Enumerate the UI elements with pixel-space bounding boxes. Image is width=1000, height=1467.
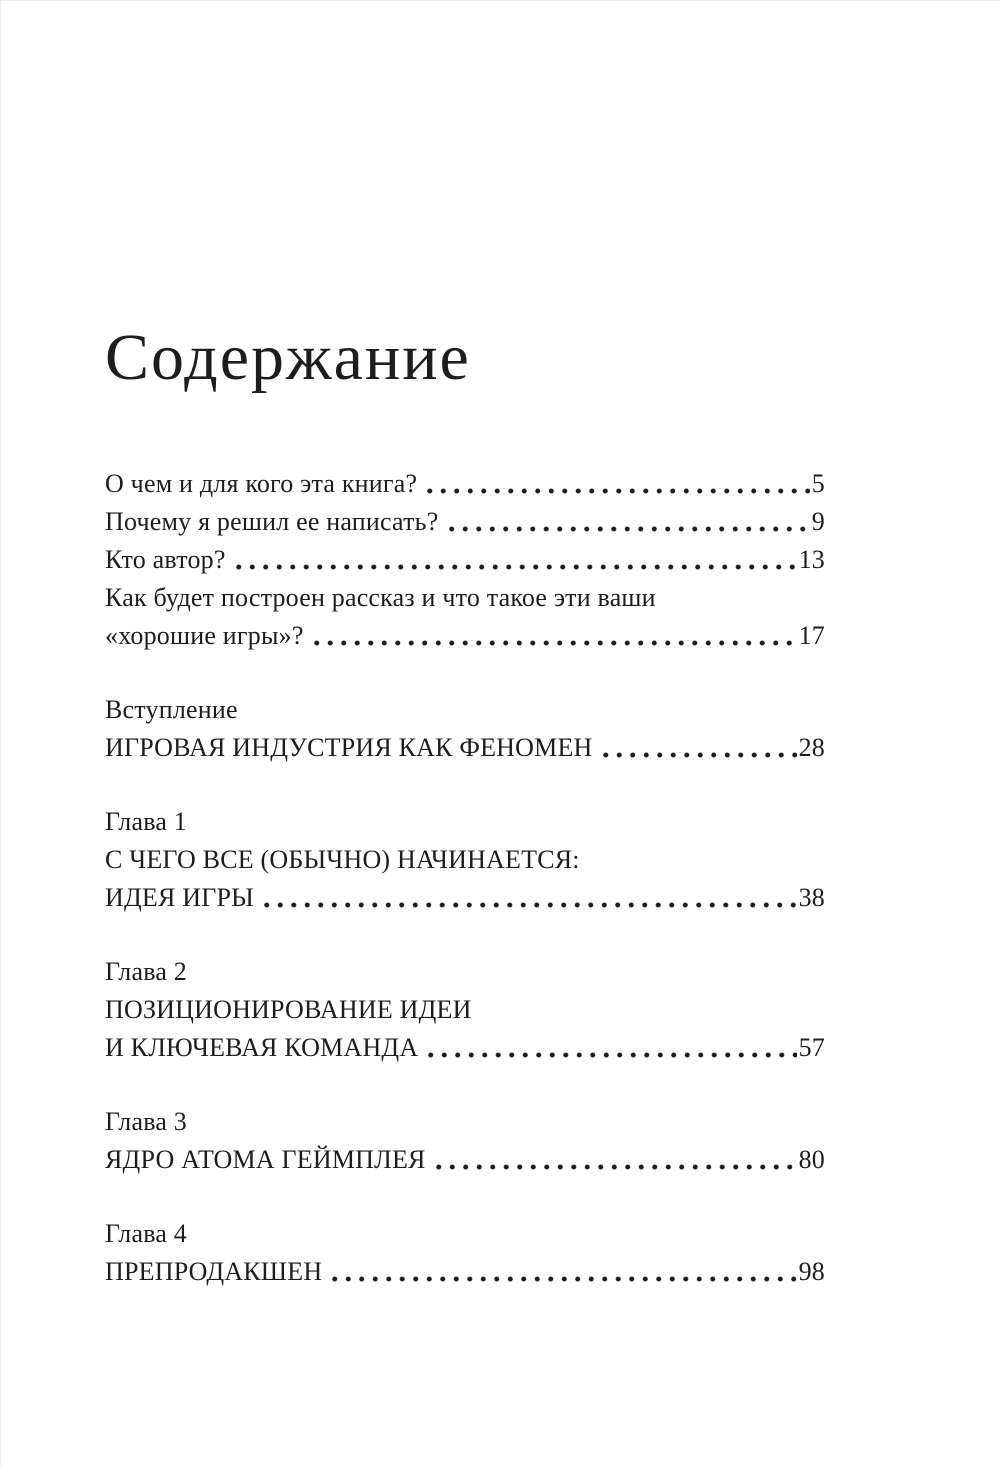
table-of-contents [105,465,825,1291]
toc-line [105,465,825,503]
toc-entry [105,579,825,655]
toc-page-number: 13 [798,544,825,574]
dot-leader [432,1141,797,1179]
toc-entry-line: Как будет построен рассказ и что такое эти ваши [105,582,656,612]
toc-line [105,879,825,917]
dot-leader [260,879,797,917]
toc-entry [105,1215,825,1291]
toc-entry-label: Глава 2 [105,956,187,986]
toc-page-number: 9 [811,506,825,536]
dot-leader [424,1029,796,1067]
toc-line [105,617,825,655]
toc-entry [105,541,825,579]
toc-line [105,1253,825,1291]
toc-entry-title: И КЛЮЧЕВАЯ КОМАНДА [105,1032,419,1062]
toc-entry-label: Глава 4 [105,1218,187,1248]
page-title: Содержание [105,321,471,394]
toc-entry-title: «хорошие игры»? [105,620,304,650]
toc-entry-label: Глава 3 [105,1106,187,1136]
toc-line [105,729,825,767]
toc-page-number: 98 [798,1256,825,1286]
toc-page-number: 38 [798,882,825,912]
toc-page-number: 57 [798,1032,825,1062]
toc-page-number: 17 [798,620,825,650]
toc-entry-line: ПОЗИЦИОНИРОВАНИЕ ИДЕИ [105,994,472,1024]
toc-line [105,541,825,579]
dot-leader [445,503,810,541]
dot-leader [232,541,797,579]
toc-entry-title: Кто автор? [105,544,226,574]
toc-line [105,1029,825,1067]
dot-leader [423,465,810,503]
toc-entry-title: О чем и для кого эта книга? [105,468,418,498]
dot-leader [310,617,797,655]
toc-entry-label: Глава 1 [105,806,187,836]
toc-entry-title: Почему я решил ее написать? [105,506,439,536]
toc-entry-title: ИДЕЯ ИГРЫ [105,882,254,912]
toc-entry-title: ИГРОВАЯ ИНДУСТРИЯ КАК ФЕНОМЕН [105,732,593,762]
toc-entry-title: ЯДРО АТОМА ГЕЙМПЛЕЯ [105,1144,426,1174]
toc-page-number: 28 [798,732,825,762]
toc-entry-label: Вступление [105,694,238,724]
toc-entry-title: ПРЕПРОДАКШЕН [105,1256,323,1286]
dot-leader [328,1253,796,1291]
toc-entry [105,953,825,1067]
toc-line [105,503,825,541]
toc-entry [105,803,825,917]
toc-page-number: 80 [798,1144,825,1174]
toc-line [105,1141,825,1179]
toc-entry [105,691,825,767]
toc-entry [105,465,825,503]
toc-page-number: 5 [811,468,825,498]
toc-entry [105,1103,825,1179]
toc-entry [105,503,825,541]
toc-entry-line: С ЧЕГО ВСЕ (ОБЫЧНО) НАЧИНАЕТСЯ: [105,844,580,874]
dot-leader [599,729,797,767]
